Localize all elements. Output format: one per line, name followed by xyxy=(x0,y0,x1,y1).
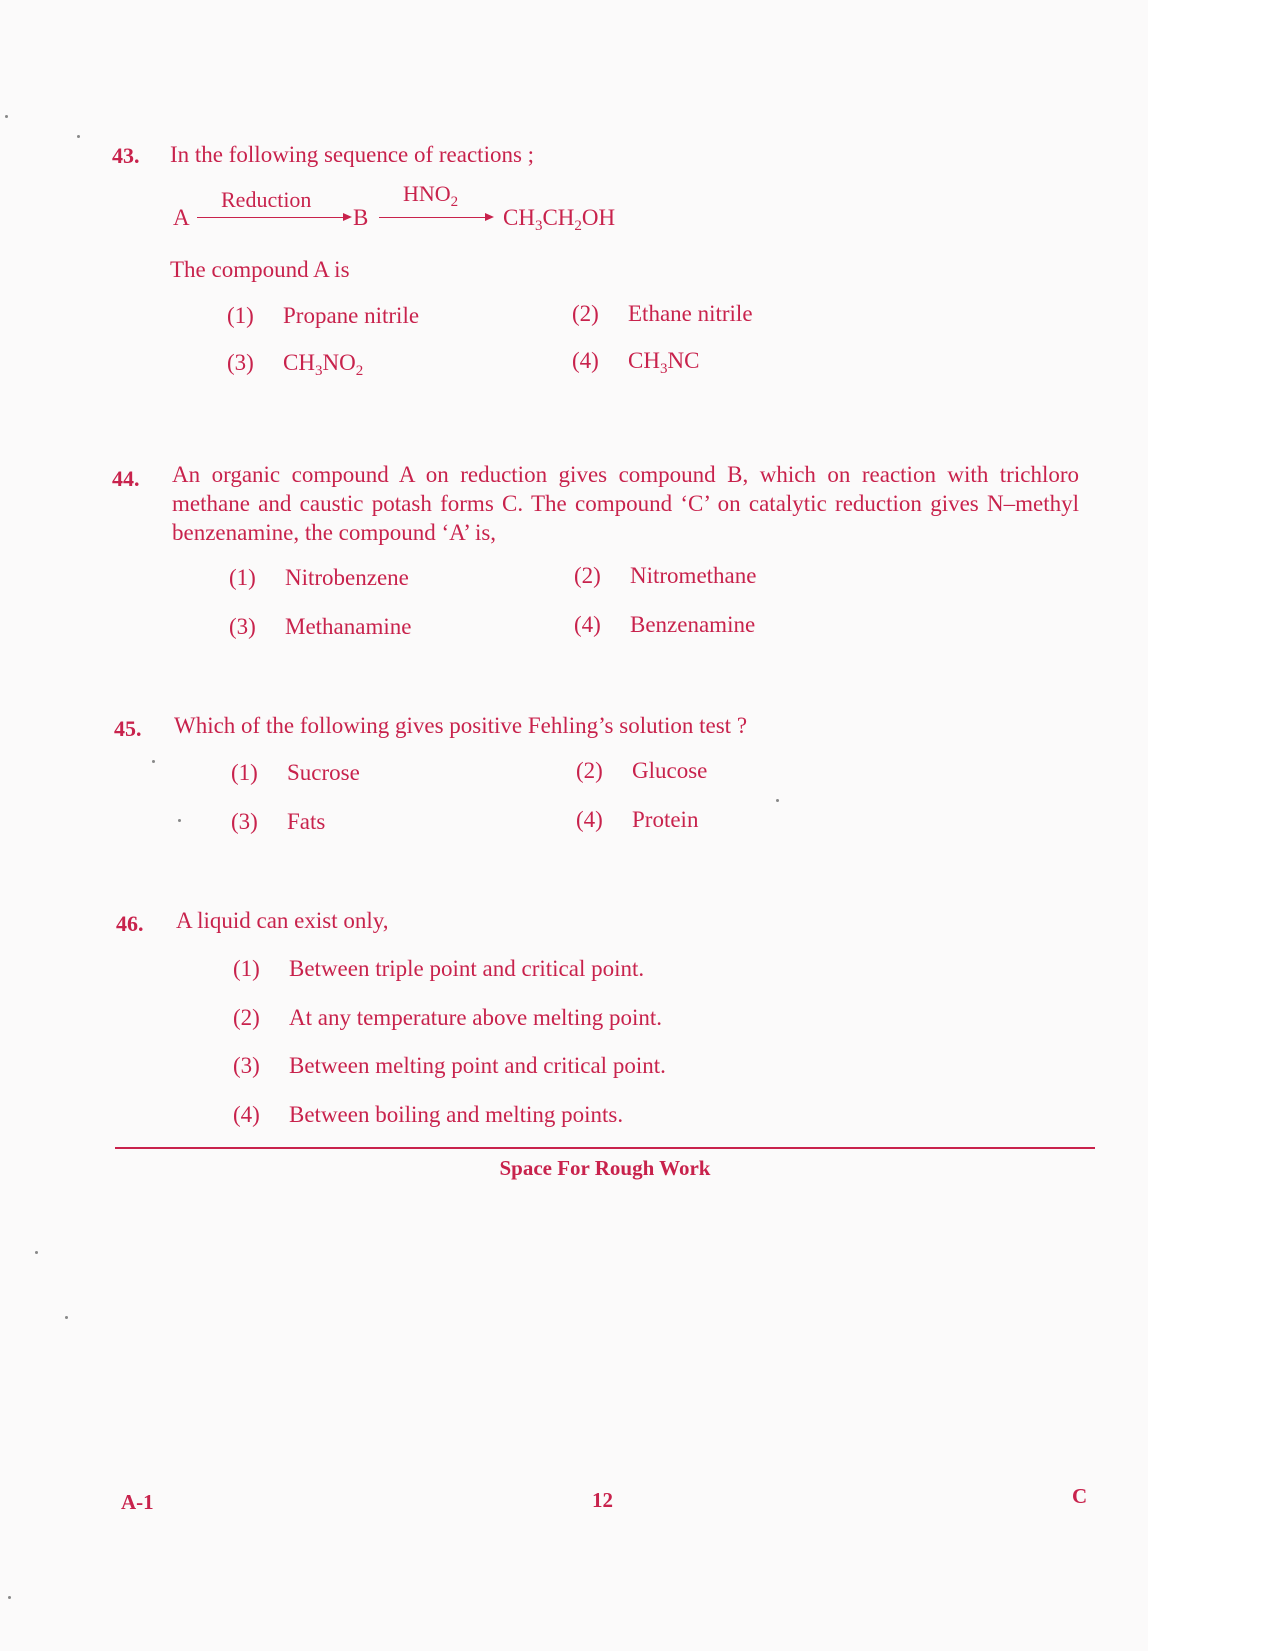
intermediate-b: B xyxy=(353,205,369,230)
page-margin xyxy=(1148,0,1275,1651)
option-4[interactable]: (4) Protein xyxy=(576,807,699,832)
option-1[interactable]: (1) Nitrobenzene xyxy=(229,565,409,590)
question-number: 46. xyxy=(116,911,144,936)
arrow-line xyxy=(379,217,487,218)
scan-speck xyxy=(776,799,779,802)
question-number: 45. xyxy=(114,716,142,741)
series-letter: C xyxy=(1072,1484,1088,1508)
scan-speck xyxy=(65,1316,68,1319)
scan-speck xyxy=(5,115,8,118)
scan-speck xyxy=(178,819,181,822)
arrow-label-hno2: $HNO_2$ xyxy=(403,181,459,210)
option-2[interactable]: (2) Nitromethane xyxy=(574,563,757,588)
option-2[interactable]: (2) Glucose xyxy=(576,758,708,783)
scan-speck xyxy=(35,1251,38,1254)
question-number: 43. xyxy=(112,143,140,168)
arrowhead-icon xyxy=(485,213,494,221)
question-text: A liquid can exist only, xyxy=(176,908,389,933)
rough-work-heading: Space For Rough Work xyxy=(499,1156,711,1180)
option-2[interactable]: (2) At any temperature above melting point. xyxy=(233,1005,662,1030)
question-text: Which of the following gives positive Fehling’s solution test ? xyxy=(174,713,748,738)
option-3[interactable]: (3) Methanamine xyxy=(229,614,412,639)
question-prompt: The compound A is xyxy=(170,257,350,282)
option-4[interactable]: (4) Benzenamine xyxy=(574,612,756,637)
reactant-a: A xyxy=(173,205,190,230)
scan-speck xyxy=(152,760,155,763)
option-1[interactable]: (1) Between triple point and critical point. xyxy=(233,956,645,981)
option-1[interactable]: (1) Propane nitrile xyxy=(227,303,420,328)
question-text: An organic compound A on reduction gives compound B, which on reaction with trichloro methane and caustic potash forms C. The compound ‘C’ on catalytic reduction gives N–methyl benzenamine, the compound ‘A’ is, xyxy=(172,462,1079,545)
arrow-label-reduction: Reduction xyxy=(221,187,312,212)
product-ethanol: $CH_3CH_2OH$ xyxy=(503,205,616,234)
scan-speck xyxy=(8,1596,11,1599)
option-1[interactable]: (1) Sucrose xyxy=(231,760,360,785)
scan-speck xyxy=(77,135,80,138)
option-3[interactable]: (3) Fats xyxy=(231,809,326,834)
option-4[interactable]: (4) Between boiling and melting points. xyxy=(233,1102,624,1127)
question-number: 44. xyxy=(112,466,140,491)
arrowhead-icon xyxy=(343,213,352,221)
page-number: 12 xyxy=(592,1488,613,1512)
question-text: In the following sequence of reactions ; xyxy=(170,142,535,167)
arrow-line xyxy=(197,217,345,218)
option-3[interactable]: (3) Between melting point and critical point. xyxy=(233,1053,666,1078)
divider xyxy=(115,1147,1095,1149)
paper-code: A-1 xyxy=(121,1490,154,1514)
option-3[interactable]: (3) $CH_3NO_2$ xyxy=(227,350,364,379)
option-4[interactable]: (4) $CH_3NC$ xyxy=(572,348,700,377)
option-2[interactable]: (2) Ethane nitrile xyxy=(572,301,753,326)
